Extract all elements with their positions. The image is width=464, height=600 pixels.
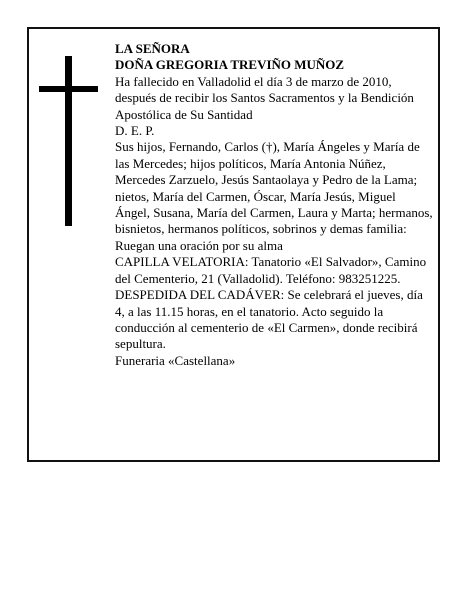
notice-body [115, 41, 433, 369]
funeral-home: Funeraria «Castellana» [115, 352, 236, 368]
chapel-info: CAPILLA VELATORIA: Tanatorio «El Salvador», Camino del Cementerio, 21 (Valladolid). Teléfono: 983251225. [115, 254, 427, 286]
dep-line: D. E. P. [115, 123, 155, 139]
family-list: Sus hijos, Fernando, Carlos (†), María Ángeles y María de las Mercedes; hijos políticos, María Antonia Núñez, Mercedes Zarzuelo, Jesús Santaolaya y Pedro de la Lama; nietos, María del Carmen, Óscar, María Jesús, Miguel Ángel, Susana, María del Carmen, Laura y Marta; hermanos, bisnietos, hermanos políticos, sobrinos y demas familia: [115, 139, 433, 237]
deceased-name: DOÑA GREGORIA TREVIÑO MUÑOZ [115, 57, 345, 73]
cross-vertical-bar [65, 56, 72, 226]
obituary-notice [27, 27, 440, 462]
prayer-request: Ruegan una oración por su alma [115, 237, 283, 253]
cross-horizontal-bar [39, 86, 98, 92]
farewell-info: DESPEDIDA DEL CADÁVER: Se celebrará el jueves, día 4, a las 11.15 horas, en el tanatorio. Acto seguido la conducción al cementerio de «El Carmen», donde recibirá sepultura. [115, 287, 423, 352]
death-announcement: Ha fallecido en Valladolid el día 3 de marzo de 2010, después de recibir los Santos Sacramentos y la Bendición Apostólica de Su Santidad [115, 73, 414, 122]
notice-title: LA SEÑORA [115, 41, 190, 56]
